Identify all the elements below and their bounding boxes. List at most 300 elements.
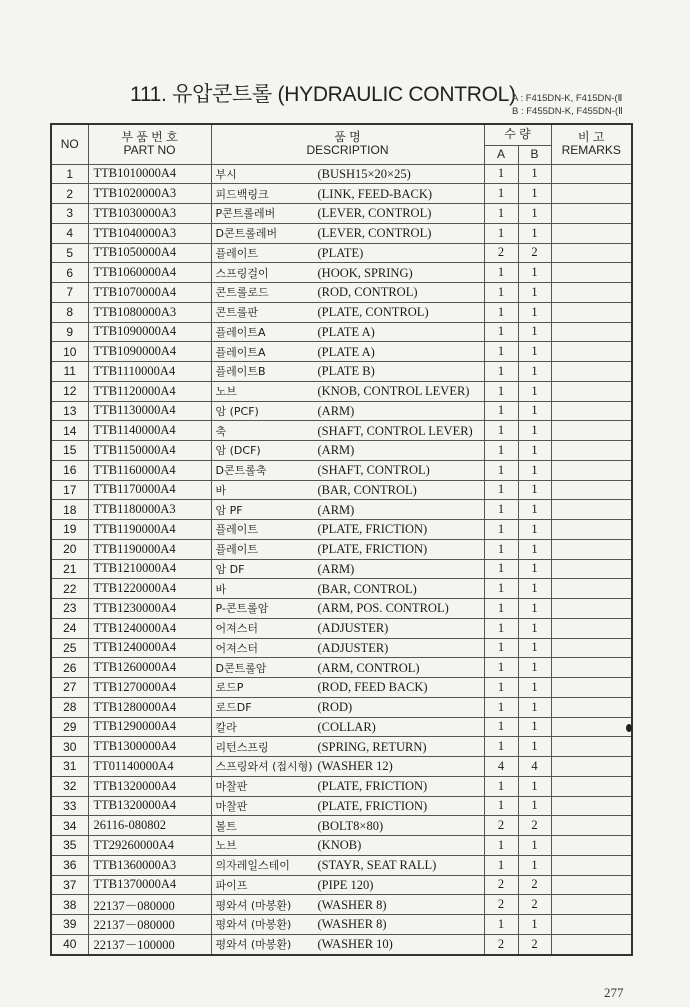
remarks [551, 342, 632, 362]
description-kr: 바 [215, 582, 227, 596]
description-kr: 암 (DCF) [215, 444, 261, 458]
row-no: 9 [51, 322, 88, 342]
qty-b: 1 [518, 678, 551, 698]
qty-b: 1 [518, 737, 551, 757]
part-number: 26116-080802 [88, 816, 211, 836]
qty-a: 1 [484, 401, 518, 421]
page-number: 277 [604, 985, 624, 1000]
qty-b: 1 [518, 915, 551, 935]
part-number: TTB1320000A4 [88, 776, 211, 796]
part-number: TTB1290000A4 [88, 717, 211, 737]
remarks [551, 164, 632, 184]
description [211, 915, 484, 935]
table-row [51, 559, 632, 579]
row-no: 24 [51, 618, 88, 638]
description-kr: 피드백링크 [215, 187, 269, 201]
part-number: TT01140000A4 [88, 757, 211, 777]
row-no: 31 [51, 757, 88, 777]
remarks [551, 362, 632, 382]
qty-a: 1 [484, 164, 518, 184]
description [211, 223, 484, 243]
description-kr: 어져스터 [215, 622, 259, 636]
table-row [51, 836, 632, 856]
qty-a: 1 [484, 697, 518, 717]
qty-b: 1 [518, 204, 551, 224]
qty-a: 1 [484, 302, 518, 322]
description-en: (LINK, FEED-BACK) [317, 186, 433, 201]
part-number: TTB1370000A4 [88, 875, 211, 895]
description-en: (ARM) [317, 403, 355, 418]
description [211, 362, 484, 382]
row-no: 12 [51, 381, 88, 401]
row-no: 34 [51, 816, 88, 836]
description-kr: 플레이트A [215, 325, 266, 339]
description-kr: 부시 [215, 167, 237, 181]
header-remarks-kr: 비 고 [577, 130, 605, 145]
row-no: 37 [51, 875, 88, 895]
description-kr: P-콘트롤암 [215, 602, 269, 616]
table-row [51, 401, 632, 421]
row-no: 22 [51, 579, 88, 599]
row-no: 14 [51, 421, 88, 441]
description-en: (PLATE, FRICTION) [317, 779, 428, 794]
table-row [51, 737, 632, 757]
description-en: (PLATE, FRICTION) [317, 542, 428, 557]
table-row [51, 776, 632, 796]
qty-b: 1 [518, 184, 551, 204]
qty-a: 1 [484, 638, 518, 658]
description-kr: 노브 [215, 385, 237, 399]
description-kr: 로드DF [215, 701, 252, 715]
qty-a: 1 [484, 559, 518, 579]
description-kr: 암 DF [215, 562, 245, 576]
row-no: 2 [51, 184, 88, 204]
qty-b: 1 [518, 539, 551, 559]
header-desc-en: DESCRIPTION [306, 143, 389, 158]
table-row [51, 796, 632, 816]
part-number: TTB1020000A3 [88, 184, 211, 204]
remarks [551, 658, 632, 678]
description-en: (WASHER 10) [317, 937, 393, 952]
description [211, 638, 484, 658]
part-number: 22137－100000 [88, 934, 211, 954]
qty-a: 1 [484, 322, 518, 342]
row-no: 28 [51, 697, 88, 717]
description [211, 401, 484, 421]
qty-a: 1 [484, 381, 518, 401]
header-no: NO [51, 124, 88, 164]
header-remarks-en: REMARKS [561, 143, 621, 158]
description-en: (BOLT8×80) [317, 818, 384, 833]
description [211, 717, 484, 737]
remarks [551, 875, 632, 895]
description [211, 618, 484, 638]
qty-b: 1 [518, 263, 551, 283]
qty-a: 2 [484, 816, 518, 836]
qty-b: 1 [518, 362, 551, 382]
table-row [51, 302, 632, 322]
qty-a: 1 [484, 283, 518, 303]
table-row [51, 638, 632, 658]
remarks [551, 737, 632, 757]
qty-b: 1 [518, 559, 551, 579]
description-kr: 플레이트 [215, 246, 259, 260]
description-en: (WASHER 8) [317, 917, 387, 932]
description-kr: D콘트롤레버 [215, 227, 278, 241]
qty-a: 2 [484, 243, 518, 263]
qty-b: 2 [518, 934, 551, 954]
part-number: TTB1090000A4 [88, 342, 211, 362]
description-en: (PIPE 120) [317, 877, 374, 892]
qty-b: 2 [518, 243, 551, 263]
description [211, 243, 484, 263]
table-row [51, 618, 632, 638]
description [211, 539, 484, 559]
qty-b: 1 [518, 342, 551, 362]
qty-a: 2 [484, 895, 518, 915]
remarks [551, 579, 632, 599]
part-number: TTB1150000A4 [88, 441, 211, 461]
description-en: (ADJUSTER) [317, 640, 389, 655]
row-no: 11 [51, 362, 88, 382]
part-number: TTB1160000A4 [88, 460, 211, 480]
table-row [51, 362, 632, 382]
part-number: TTB1080000A3 [88, 302, 211, 322]
qty-b: 1 [518, 579, 551, 599]
table-row [51, 184, 632, 204]
qty-b: 1 [518, 520, 551, 540]
part-number: TTB1170000A4 [88, 480, 211, 500]
description [211, 796, 484, 816]
qty-b: 1 [518, 441, 551, 461]
remarks [551, 381, 632, 401]
description [211, 855, 484, 875]
description-en: (ROD, FEED BACK) [317, 680, 428, 695]
qty-b: 1 [518, 796, 551, 816]
qty-a: 1 [484, 579, 518, 599]
row-no: 32 [51, 776, 88, 796]
part-number: TTB1280000A4 [88, 697, 211, 717]
qty-b: 1 [518, 401, 551, 421]
qty-b: 1 [518, 776, 551, 796]
qty-b: 1 [518, 697, 551, 717]
qty-a: 1 [484, 737, 518, 757]
qty-b: 1 [518, 618, 551, 638]
part-number: TTB1230000A4 [88, 599, 211, 619]
description-en: (BUSH15×20×25) [317, 166, 411, 181]
remarks [551, 441, 632, 461]
header-qty-b: B [518, 145, 551, 164]
part-number: TTB1300000A4 [88, 737, 211, 757]
qty-a: 1 [484, 855, 518, 875]
remarks [551, 283, 632, 303]
part-number: TTB1360000A3 [88, 855, 211, 875]
description-en: (ROD) [317, 700, 353, 715]
description-kr: 암 PF [215, 503, 243, 517]
remarks [551, 934, 632, 954]
part-number: TTB1010000A4 [88, 164, 211, 184]
row-no: 36 [51, 855, 88, 875]
header-part-no [88, 124, 211, 164]
table-row [51, 678, 632, 698]
description-kr: 축 [215, 424, 227, 438]
remarks [551, 697, 632, 717]
description [211, 875, 484, 895]
header-part-en: PART NO [123, 143, 176, 158]
description-en: (BAR, CONTROL) [317, 581, 417, 596]
description-en: (ARM) [317, 561, 355, 576]
remarks [551, 263, 632, 283]
description-en: (COLLAR) [317, 719, 376, 734]
remarks [551, 539, 632, 559]
qty-a: 2 [484, 934, 518, 954]
remarks [551, 855, 632, 875]
table-row [51, 658, 632, 678]
remarks [551, 776, 632, 796]
table-row [51, 915, 632, 935]
description-kr: 마찰판 [215, 799, 248, 813]
header-desc-kr: 품 명 [334, 130, 361, 145]
row-no: 16 [51, 460, 88, 480]
description-kr: 어져스터 [215, 641, 259, 655]
qty-a: 1 [484, 500, 518, 520]
table-row [51, 895, 632, 915]
remarks [551, 204, 632, 224]
description [211, 460, 484, 480]
model-b: B : F455DN-K, F455DN-(Ⅱ [512, 106, 623, 117]
part-number: TTB1030000A3 [88, 204, 211, 224]
qty-b: 1 [518, 421, 551, 441]
remarks [551, 302, 632, 322]
table-row [51, 500, 632, 520]
description-en: (SPRING, RETURN) [317, 739, 427, 754]
remarks [551, 678, 632, 698]
remarks [551, 618, 632, 638]
qty-a: 1 [484, 915, 518, 935]
description-en: (WASHER 8) [317, 897, 387, 912]
part-number: TTB1180000A3 [88, 500, 211, 520]
description-kr: P콘트롤레버 [215, 207, 276, 221]
table-row [51, 223, 632, 243]
qty-b: 1 [518, 500, 551, 520]
description-kr: 플레이트 [215, 523, 259, 537]
description [211, 934, 484, 954]
description [211, 441, 484, 461]
qty-a: 1 [484, 184, 518, 204]
description [211, 204, 484, 224]
qty-a: 1 [484, 263, 518, 283]
part-number: TTB1070000A4 [88, 283, 211, 303]
table-row [51, 480, 632, 500]
part-number: TTB1190000A4 [88, 539, 211, 559]
row-no: 7 [51, 283, 88, 303]
header-description [211, 124, 484, 164]
qty-a: 1 [484, 520, 518, 540]
part-number: 22137－080000 [88, 895, 211, 915]
qty-b: 2 [518, 895, 551, 915]
description [211, 776, 484, 796]
remarks [551, 520, 632, 540]
part-number: TTB1140000A4 [88, 421, 211, 441]
table-row [51, 717, 632, 737]
table-row [51, 697, 632, 717]
row-no: 1 [51, 164, 88, 184]
row-no: 21 [51, 559, 88, 579]
row-no: 29 [51, 717, 88, 737]
table-row [51, 875, 632, 895]
description [211, 697, 484, 717]
table-row [51, 421, 632, 441]
description [211, 480, 484, 500]
remarks [551, 915, 632, 935]
description-kr: 파이프 [215, 878, 248, 892]
description [211, 381, 484, 401]
description-en: (PLATE B) [317, 364, 375, 379]
description-kr: 노브 [215, 839, 237, 853]
table-row [51, 243, 632, 263]
row-no: 5 [51, 243, 88, 263]
part-number: TTB1050000A4 [88, 243, 211, 263]
row-no: 40 [51, 934, 88, 954]
description-en: (PLATE A) [317, 344, 375, 359]
description-kr: 스프링와셔 (접시형) [215, 760, 313, 774]
description [211, 658, 484, 678]
remarks [551, 599, 632, 619]
description [211, 342, 484, 362]
remarks [551, 816, 632, 836]
qty-a: 1 [484, 421, 518, 441]
description-en: (LEVER, CONTROL) [317, 206, 432, 221]
qty-a: 1 [484, 796, 518, 816]
table-row [51, 816, 632, 836]
row-no: 38 [51, 895, 88, 915]
qty-a: 1 [484, 599, 518, 619]
part-number: TTB1240000A4 [88, 618, 211, 638]
qty-b: 1 [518, 717, 551, 737]
table-row [51, 599, 632, 619]
description-en: (KNOB) [317, 838, 362, 853]
description-kr: 평와셔 (마봉환) [215, 938, 292, 952]
description-en: (PLATE, FRICTION) [317, 522, 428, 537]
description-en: (KNOB, CONTROL LEVER) [317, 384, 470, 399]
remarks [551, 836, 632, 856]
qty-a: 1 [484, 480, 518, 500]
table-row [51, 381, 632, 401]
table-row [51, 263, 632, 283]
row-no: 4 [51, 223, 88, 243]
description [211, 579, 484, 599]
row-no: 35 [51, 836, 88, 856]
qty-b: 1 [518, 638, 551, 658]
description-kr: 암 (PCF) [215, 404, 259, 418]
description [211, 836, 484, 856]
row-no: 6 [51, 263, 88, 283]
remarks [551, 717, 632, 737]
model-legend [512, 92, 623, 118]
qty-b: 1 [518, 460, 551, 480]
description [211, 520, 484, 540]
description-en: (ARM, CONTROL) [317, 660, 420, 675]
qty-b: 1 [518, 164, 551, 184]
table-row [51, 460, 632, 480]
table-row [51, 757, 632, 777]
table-row [51, 855, 632, 875]
remarks [551, 559, 632, 579]
remarks [551, 184, 632, 204]
description-kr: D콘트롤축 [215, 464, 267, 478]
remarks [551, 638, 632, 658]
qty-b: 1 [518, 599, 551, 619]
description-kr: 바 [215, 483, 227, 497]
part-number: TTB1190000A4 [88, 520, 211, 540]
description-en: (ARM) [317, 502, 355, 517]
description-en: (SHAFT, CONTROL LEVER) [317, 423, 473, 438]
description-en: (PLATE A) [317, 324, 375, 339]
description-en: (HOOK, SPRING) [317, 265, 413, 280]
qty-a: 1 [484, 836, 518, 856]
description-kr: D콘트롤암 [215, 661, 267, 675]
description-en: (WASHER 12) [317, 759, 393, 774]
qty-a: 2 [484, 875, 518, 895]
part-number: TTB1240000A4 [88, 638, 211, 658]
remarks [551, 757, 632, 777]
description-en: (PLATE, CONTROL) [317, 305, 429, 320]
part-number: 22137－080000 [88, 915, 211, 935]
part-number: TTB1060000A4 [88, 263, 211, 283]
description [211, 184, 484, 204]
description [211, 816, 484, 836]
description-en: (STAYR, SEAT RALL) [317, 858, 437, 873]
qty-b: 1 [518, 836, 551, 856]
qty-a: 1 [484, 460, 518, 480]
description [211, 757, 484, 777]
description [211, 164, 484, 184]
description-kr: 플레이트 [215, 543, 259, 557]
row-no: 33 [51, 796, 88, 816]
part-number: TTB1130000A4 [88, 401, 211, 421]
part-number: TTB1040000A3 [88, 223, 211, 243]
table-row [51, 164, 632, 184]
qty-a: 1 [484, 342, 518, 362]
part-number: TTB1090000A4 [88, 322, 211, 342]
row-no: 13 [51, 401, 88, 421]
description-kr: 볼트 [215, 819, 237, 833]
row-no: 25 [51, 638, 88, 658]
table-row [51, 520, 632, 540]
description-en: (PLATE) [317, 245, 364, 260]
description [211, 678, 484, 698]
remarks [551, 322, 632, 342]
description-kr: 플레이트B [215, 365, 266, 379]
scan-speck [626, 724, 632, 732]
qty-a: 1 [484, 362, 518, 382]
description-en: (PLATE, FRICTION) [317, 798, 428, 813]
description-kr: 플레이트A [215, 345, 266, 359]
row-no: 23 [51, 599, 88, 619]
page-title: 111. 유압콘트롤 (HYDRAULIC CONTROL) [130, 83, 516, 106]
description-kr: 마찰판 [215, 780, 248, 794]
description-kr: 스프링걸이 [215, 266, 269, 280]
qty-b: 1 [518, 855, 551, 875]
qty-b: 4 [518, 757, 551, 777]
row-no: 20 [51, 539, 88, 559]
qty-b: 1 [518, 381, 551, 401]
row-no: 17 [51, 480, 88, 500]
qty-a: 1 [484, 539, 518, 559]
description-kr: 의자레일스테이 [215, 859, 290, 873]
row-no: 3 [51, 204, 88, 224]
description [211, 737, 484, 757]
